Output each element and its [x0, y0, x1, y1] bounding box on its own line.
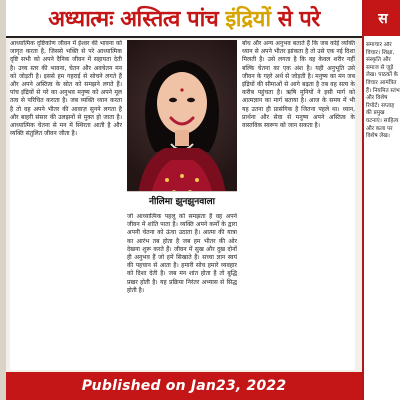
text-column-left: आध्यात्मिक दृष्टिकोण जीवन में ईश्वर की भावना को जागृत करता है, जिससे भक्ति से परे आध्यात्मिक दृष्टि सभी को अपने दैनिक जीवन में सहायता देती है। उच्च स्तर की भावना, चेतन और अवचेतन मन को जोड़ती है। इससे हम गहराई से सोचने लगते हैं और अपने अस्तित्व के स्रोत को समझने लगते हैं। पांच इंद्रियों से परे का अनुभव मनुष्य को अपने मूल तत्व से परिचित कराता है। जब व्यक्ति ध्यान करता है तो वह अपने भीतर की आवाज़ सुनने लगता है और बाहरी संसार की उलझनों से मुक्त हो जाता है। आध्यात्मिक चेतना से मन में स्थिरता आती है और व्यक्ति संतुलित जीवन जीता है। — [10, 40, 122, 138]
headline-part1: अध्यात्मः अस्तित्व पांच — [48, 6, 226, 32]
headline-part2: से परे — [270, 6, 320, 32]
page-edge — [0, 0, 6, 400]
adjacent-column — [362, 0, 400, 400]
photo-caption: नीलिमा झुनझुनवाला — [127, 191, 237, 208]
headline-highlight: इंद्रियों — [225, 6, 271, 32]
author-photo — [127, 40, 237, 208]
portrait-illustration — [127, 40, 237, 208]
article-header — [6, 0, 362, 38]
article-body — [10, 40, 355, 370]
text-column-bottom: जो आध्यात्मिक पहलू को समझता है वह अपने जीवन में शांति पाता है। व्यक्ति अपने कर्मों के द्वारा अपनी चेतना को ऊंचा उठाता है। आत्मा की यात्रा का आरंभ तब होता है जब हम भीतर की ओर देखना शुरू करते हैं। जीवन में सुख और दुख दोनों ही अनुभव हैं जो हमें सिखाते हैं। सच्चा ज्ञान स्वयं की पहचान से आता है। हमारी सोच हमारे व्यवहार को दिशा देती है। जब मन शांत होता है तो बुद्धि प्रखर होती है। यह प्रक्रिया निरंतर अभ्यास से सिद्ध होती है। — [127, 213, 237, 294]
published-date-text: Published on Jan23, 2022 — [81, 378, 287, 394]
adjacent-column-header: स — [364, 0, 400, 36]
published-banner — [6, 372, 362, 400]
text-column-right: बोध और अन्य अनुभव बताते हैं कि जब कोई व्यक्ति ध्यान से अपने भीतर झांकता है तो उसे एक नई दिशा मिलती है। उसे लगता है कि वह केवल शरीर नहीं बल्कि चेतना का एक अंश है। यही अनुभूति उसे जीवन के गहरे अर्थ से जोड़ती है। मनुष्य का मन जब इंद्रियों की सीमाओं से आगे बढ़ता है तब वह सत्य के करीब पहुंचता है। ऋषि मुनियों ने इसी मार्ग को आत्मज्ञान का मार्ग बताया है। आज के समय में भी यह उतना ही प्रासंगिक है जितना पहले था। ध्यान, प्रार्थना और सेवा से मनुष्य अपने अस्तित्व के वास्तविक स्वरूप को जान सकता है। — [242, 40, 355, 130]
headline — [48, 3, 319, 33]
adjacent-column-text: समाचार और विचार। शिक्षा, संस्कृति और समाज से जुड़े लेख। पाठकों के विचार आमंत्रित हैं। नियमित स्तंभ और विशेष रिपोर्ट। सप्ताह की प्रमुख घटनाएं। साहित्य और कला पर विशेष लेख। — [366, 42, 400, 140]
